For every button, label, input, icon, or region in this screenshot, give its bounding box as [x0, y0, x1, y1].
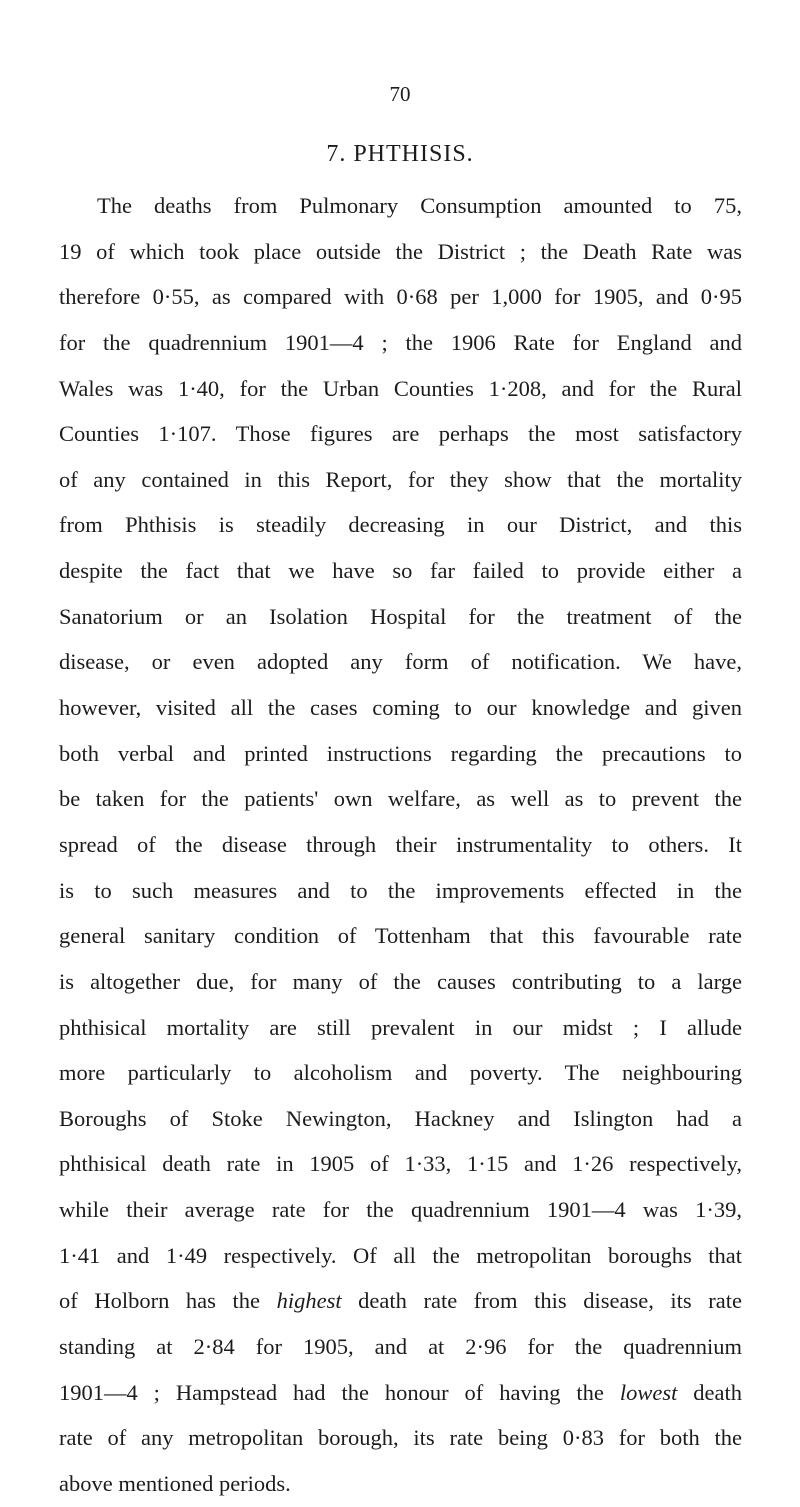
text-line: from Phthisis is steadily decreasing in our District, and this	[59, 512, 742, 538]
text-line: standing at 2·84 for 1905, and at 2·96 for the quadrennium	[59, 1334, 742, 1360]
text-line: The deaths from Pulmonary Consumption amounted to 75,	[97, 193, 742, 218]
text-line: 1·41 and 1·49 respectively. Of all the metropolitan boroughs that	[59, 1242, 742, 1268]
emphasis-lowest: lowest	[619, 1379, 678, 1405]
text-line: Boroughs of Stoke Newington, Hackney and Islington had a	[59, 1105, 742, 1131]
text-line: be taken for the patients' own welfare, as well as to prevent the	[59, 786, 742, 812]
text-segment: death rate from this disease, its rate	[341, 1288, 743, 1314]
text-line: 19 of which took place outside the District ; the Death Rate was	[59, 238, 742, 264]
section-heading: 7. PHTHISIS.	[326, 141, 474, 167]
text-segment: of Holborn has the	[59, 1288, 277, 1314]
emphasis-highest: highest	[276, 1288, 342, 1314]
text-line: more particularly to alcoholism and poverty. The neighbouring	[59, 1060, 742, 1086]
text-line: Sanatorium or an Isolation Hospital for the treatment of the	[59, 603, 742, 629]
text-line: Wales was 1·40, for the Urban Counties 1·208, and for the Rural	[59, 375, 742, 401]
text-line: therefore 0·55, as compared with 0·68 per 1,000 for 1905, and 0·95	[59, 284, 742, 310]
text-line: both verbal and printed instructions regarding the precautions to	[59, 740, 742, 766]
text-line: disease, or even adopted any form of notification. We have,	[59, 649, 742, 675]
text-line: is altogether due, for many of the causes contributing to a large	[59, 968, 742, 994]
text-line: of any contained in this Report, for they show that the mortality	[59, 466, 742, 492]
text-line: general sanitary condition of Tottenham that this favourable rate	[59, 923, 742, 949]
text-line: however, visited all the cases coming to our knowledge and given	[59, 695, 742, 721]
body-paragraph	[59, 183, 742, 1507]
text-line: while their average rate for the quadrennium 1901—4 was 1·39,	[59, 1197, 742, 1223]
text-line: rate of any metropolitan borough, its rate being 0·83 for both the	[59, 1425, 742, 1451]
text-line: phthisical death rate in 1905 of 1·33, 1·15 and 1·26 respectively,	[59, 1151, 742, 1177]
text-line: for the quadrennium 1901—4 ; the 1906 Rate for England and	[59, 329, 742, 355]
text-segment: 1901—4 ; Hampstead had the honour of having the	[59, 1379, 620, 1405]
text-line: is to such measures and to the improvements effected in the	[59, 877, 742, 903]
text-line: above mentioned periods.	[59, 1470, 291, 1496]
text-line: spread of the disease through their instrumentality to others. It	[59, 831, 742, 857]
page-number: 70	[389, 82, 411, 106]
text-line	[59, 1370, 742, 1416]
text-line	[59, 1278, 742, 1324]
text-segment: death	[677, 1379, 743, 1405]
text-line: phthisical mortality are still prevalent in our midst ; I allude	[59, 1014, 742, 1040]
text-line: Counties 1·107. Those figures are perhaps the most satisfactory	[59, 421, 742, 447]
text-line: despite the fact that we have so far failed to provide either a	[59, 558, 742, 584]
